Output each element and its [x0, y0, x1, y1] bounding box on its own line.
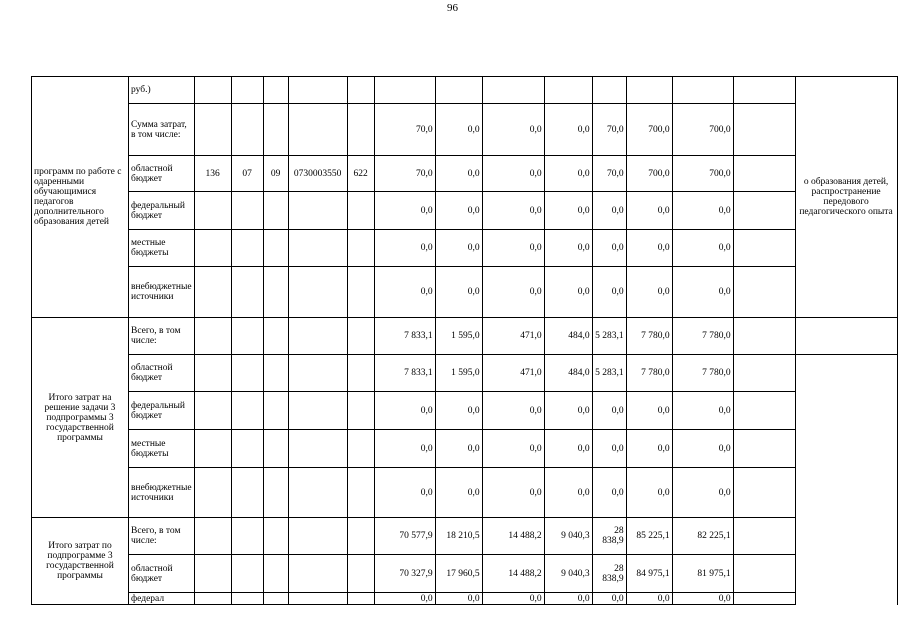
table-row: [32, 355, 898, 392]
value-cell: 0,0: [544, 267, 592, 318]
value-cell: 471,0: [482, 355, 544, 392]
value-cell: 70,0: [374, 104, 435, 156]
value-cell: 700,0: [626, 156, 672, 192]
value-cell: 0,0: [592, 593, 626, 605]
value-cell: 7 780,0: [626, 318, 672, 355]
table-row: [32, 593, 898, 605]
category-cell: Сумма затрат, в том числе:: [129, 104, 195, 156]
table-row: [32, 77, 898, 104]
value-cell: 0,0: [435, 468, 482, 518]
table-row: [32, 555, 898, 593]
value-cell: 0,0: [626, 192, 672, 230]
value-cell: 0,0: [544, 430, 592, 468]
value-cell: 70,0: [592, 104, 626, 156]
table-row: [32, 156, 898, 192]
subsection-code-cell: 09: [263, 156, 288, 192]
value-cell: 0,0: [482, 230, 544, 267]
value-cell: 82 225,1: [672, 518, 733, 555]
value-cell: 0,0: [482, 267, 544, 318]
value-cell: 14 488,2: [482, 555, 544, 593]
expected-result-cell: о образования детей, распространение передового педагогического опыта: [795, 77, 897, 318]
category-cell: Всего, в том числе:: [129, 518, 195, 555]
category-cell: внебюджетные источники: [129, 267, 195, 318]
value-cell: 0,0: [626, 392, 672, 430]
value-cell: 0,0: [626, 468, 672, 518]
value-cell: 471,0: [482, 318, 544, 355]
value-cell: 0,0: [482, 392, 544, 430]
category-cell: областной бюджет: [129, 555, 195, 593]
subtotal-task-name-cell: Итого затрат на решение задачи 3 подпрограммы 3 государственной программы: [32, 318, 129, 518]
value-cell: 18 210,5: [435, 518, 482, 555]
value-cell: 0,0: [374, 267, 435, 318]
section-code-cell: 07: [231, 156, 263, 192]
value-cell: 0,0: [626, 230, 672, 267]
value-cell: 0,0: [544, 230, 592, 267]
value-cell: 0,0: [435, 192, 482, 230]
value-cell: 9 040,3: [544, 518, 592, 555]
value-cell: 0,0: [672, 430, 733, 468]
category-cell: местные бюджеты: [129, 230, 195, 267]
value-cell: 14 488,2: [482, 518, 544, 555]
category-cell: Всего, в том числе:: [129, 318, 195, 355]
value-cell: 28 838,9: [592, 518, 626, 555]
value-cell: 0,0: [592, 468, 626, 518]
value-cell: 0,0: [374, 392, 435, 430]
value-cell: 17 960,5: [435, 555, 482, 593]
category-cell: федеральный бюджет: [129, 192, 195, 230]
value-cell: 0,0: [672, 468, 733, 518]
value-cell: 484,0: [544, 318, 592, 355]
page-number: 96: [447, 2, 458, 14]
table-row: [32, 430, 898, 468]
table-row: [32, 230, 898, 267]
value-cell: 0,0: [374, 430, 435, 468]
value-cell: 0,0: [672, 267, 733, 318]
value-cell: 700,0: [626, 104, 672, 156]
value-cell: 0,0: [435, 267, 482, 318]
value-cell: 70,0: [374, 156, 435, 192]
value-cell: 7 780,0: [672, 355, 733, 392]
category-cell: руб.): [129, 77, 195, 104]
value-cell: 0,0: [374, 192, 435, 230]
category-cell: федеральный бюджет: [129, 392, 195, 430]
value-cell: 0,0: [435, 230, 482, 267]
value-cell: 1 595,0: [435, 355, 482, 392]
value-cell: 81 975,1: [672, 555, 733, 593]
value-cell: 0,0: [482, 156, 544, 192]
table-row: [32, 192, 898, 230]
category-cell: внебюджетные источники: [129, 468, 195, 518]
value-cell: 0,0: [672, 593, 733, 605]
value-cell: 0,0: [672, 392, 733, 430]
value-cell: 0,0: [544, 468, 592, 518]
value-cell: 5 283,1: [592, 355, 626, 392]
activity-name-cell: программ по работе с одаренными обучающимися педагогов дополнительного образования детей: [32, 77, 129, 318]
value-cell: 0,0: [544, 192, 592, 230]
value-cell: 1 595,0: [435, 318, 482, 355]
value-cell: 70 577,9: [374, 518, 435, 555]
value-cell: 0,0: [592, 430, 626, 468]
value-cell: 0,0: [435, 104, 482, 156]
value-cell: 0,0: [435, 430, 482, 468]
table-row: [32, 392, 898, 430]
value-cell: 0,0: [544, 156, 592, 192]
value-cell: 28 838,9: [592, 555, 626, 593]
admin-code-cell: 136: [194, 156, 231, 192]
value-cell: 0,0: [592, 192, 626, 230]
expense-type-cell: 622: [347, 156, 374, 192]
value-cell: 0,0: [435, 593, 482, 605]
value-cell: 0,0: [626, 430, 672, 468]
table-row: [32, 468, 898, 518]
value-cell: 0,0: [374, 230, 435, 267]
category-cell: федерал: [129, 593, 195, 605]
value-cell: 0,0: [482, 192, 544, 230]
value-cell: 484,0: [544, 355, 592, 392]
value-cell: 0,0: [592, 392, 626, 430]
target-article-cell: 0730003550: [288, 156, 347, 192]
value-cell: 70 327,9: [374, 555, 435, 593]
value-cell: 0,0: [544, 104, 592, 156]
value-cell: 0,0: [435, 392, 482, 430]
value-cell: 0,0: [592, 230, 626, 267]
value-cell: 700,0: [672, 104, 733, 156]
value-cell: 9 040,3: [544, 555, 592, 593]
value-cell: 0,0: [482, 430, 544, 468]
table-row: [32, 104, 898, 156]
value-cell: 0,0: [374, 468, 435, 518]
value-cell: 85 225,1: [626, 518, 672, 555]
value-cell: 0,0: [482, 468, 544, 518]
value-cell: 7 780,0: [672, 318, 733, 355]
table-row: [32, 267, 898, 318]
value-cell: 0,0: [592, 267, 626, 318]
value-cell: 0,0: [482, 593, 544, 605]
budget-table: [31, 76, 898, 605]
value-cell: 0,0: [672, 192, 733, 230]
category-cell: областной бюджет: [129, 355, 195, 392]
value-cell: 0,0: [672, 230, 733, 267]
value-cell: 70,0: [592, 156, 626, 192]
value-cell: 0,0: [544, 593, 592, 605]
value-cell: 0,0: [482, 104, 544, 156]
value-cell: 0,0: [435, 156, 482, 192]
subtotal-subprogram-name-cell: Итого затрат по подпрограмме 3 государственной программы: [32, 518, 129, 605]
value-cell: 7 833,1: [374, 318, 435, 355]
value-cell: 7 833,1: [374, 355, 435, 392]
value-cell: 0,0: [626, 267, 672, 318]
value-cell: 0,0: [626, 593, 672, 605]
table-row: [32, 518, 898, 555]
value-cell: 7 780,0: [626, 355, 672, 392]
category-cell: областной бюджет: [129, 156, 195, 192]
category-cell: местные бюджеты: [129, 430, 195, 468]
value-cell: 700,0: [672, 156, 733, 192]
table-row: [32, 318, 898, 355]
value-cell: 0,0: [544, 392, 592, 430]
value-cell: 5 283,1: [592, 318, 626, 355]
value-cell: 0,0: [374, 593, 435, 605]
value-cell: 84 975,1: [626, 555, 672, 593]
